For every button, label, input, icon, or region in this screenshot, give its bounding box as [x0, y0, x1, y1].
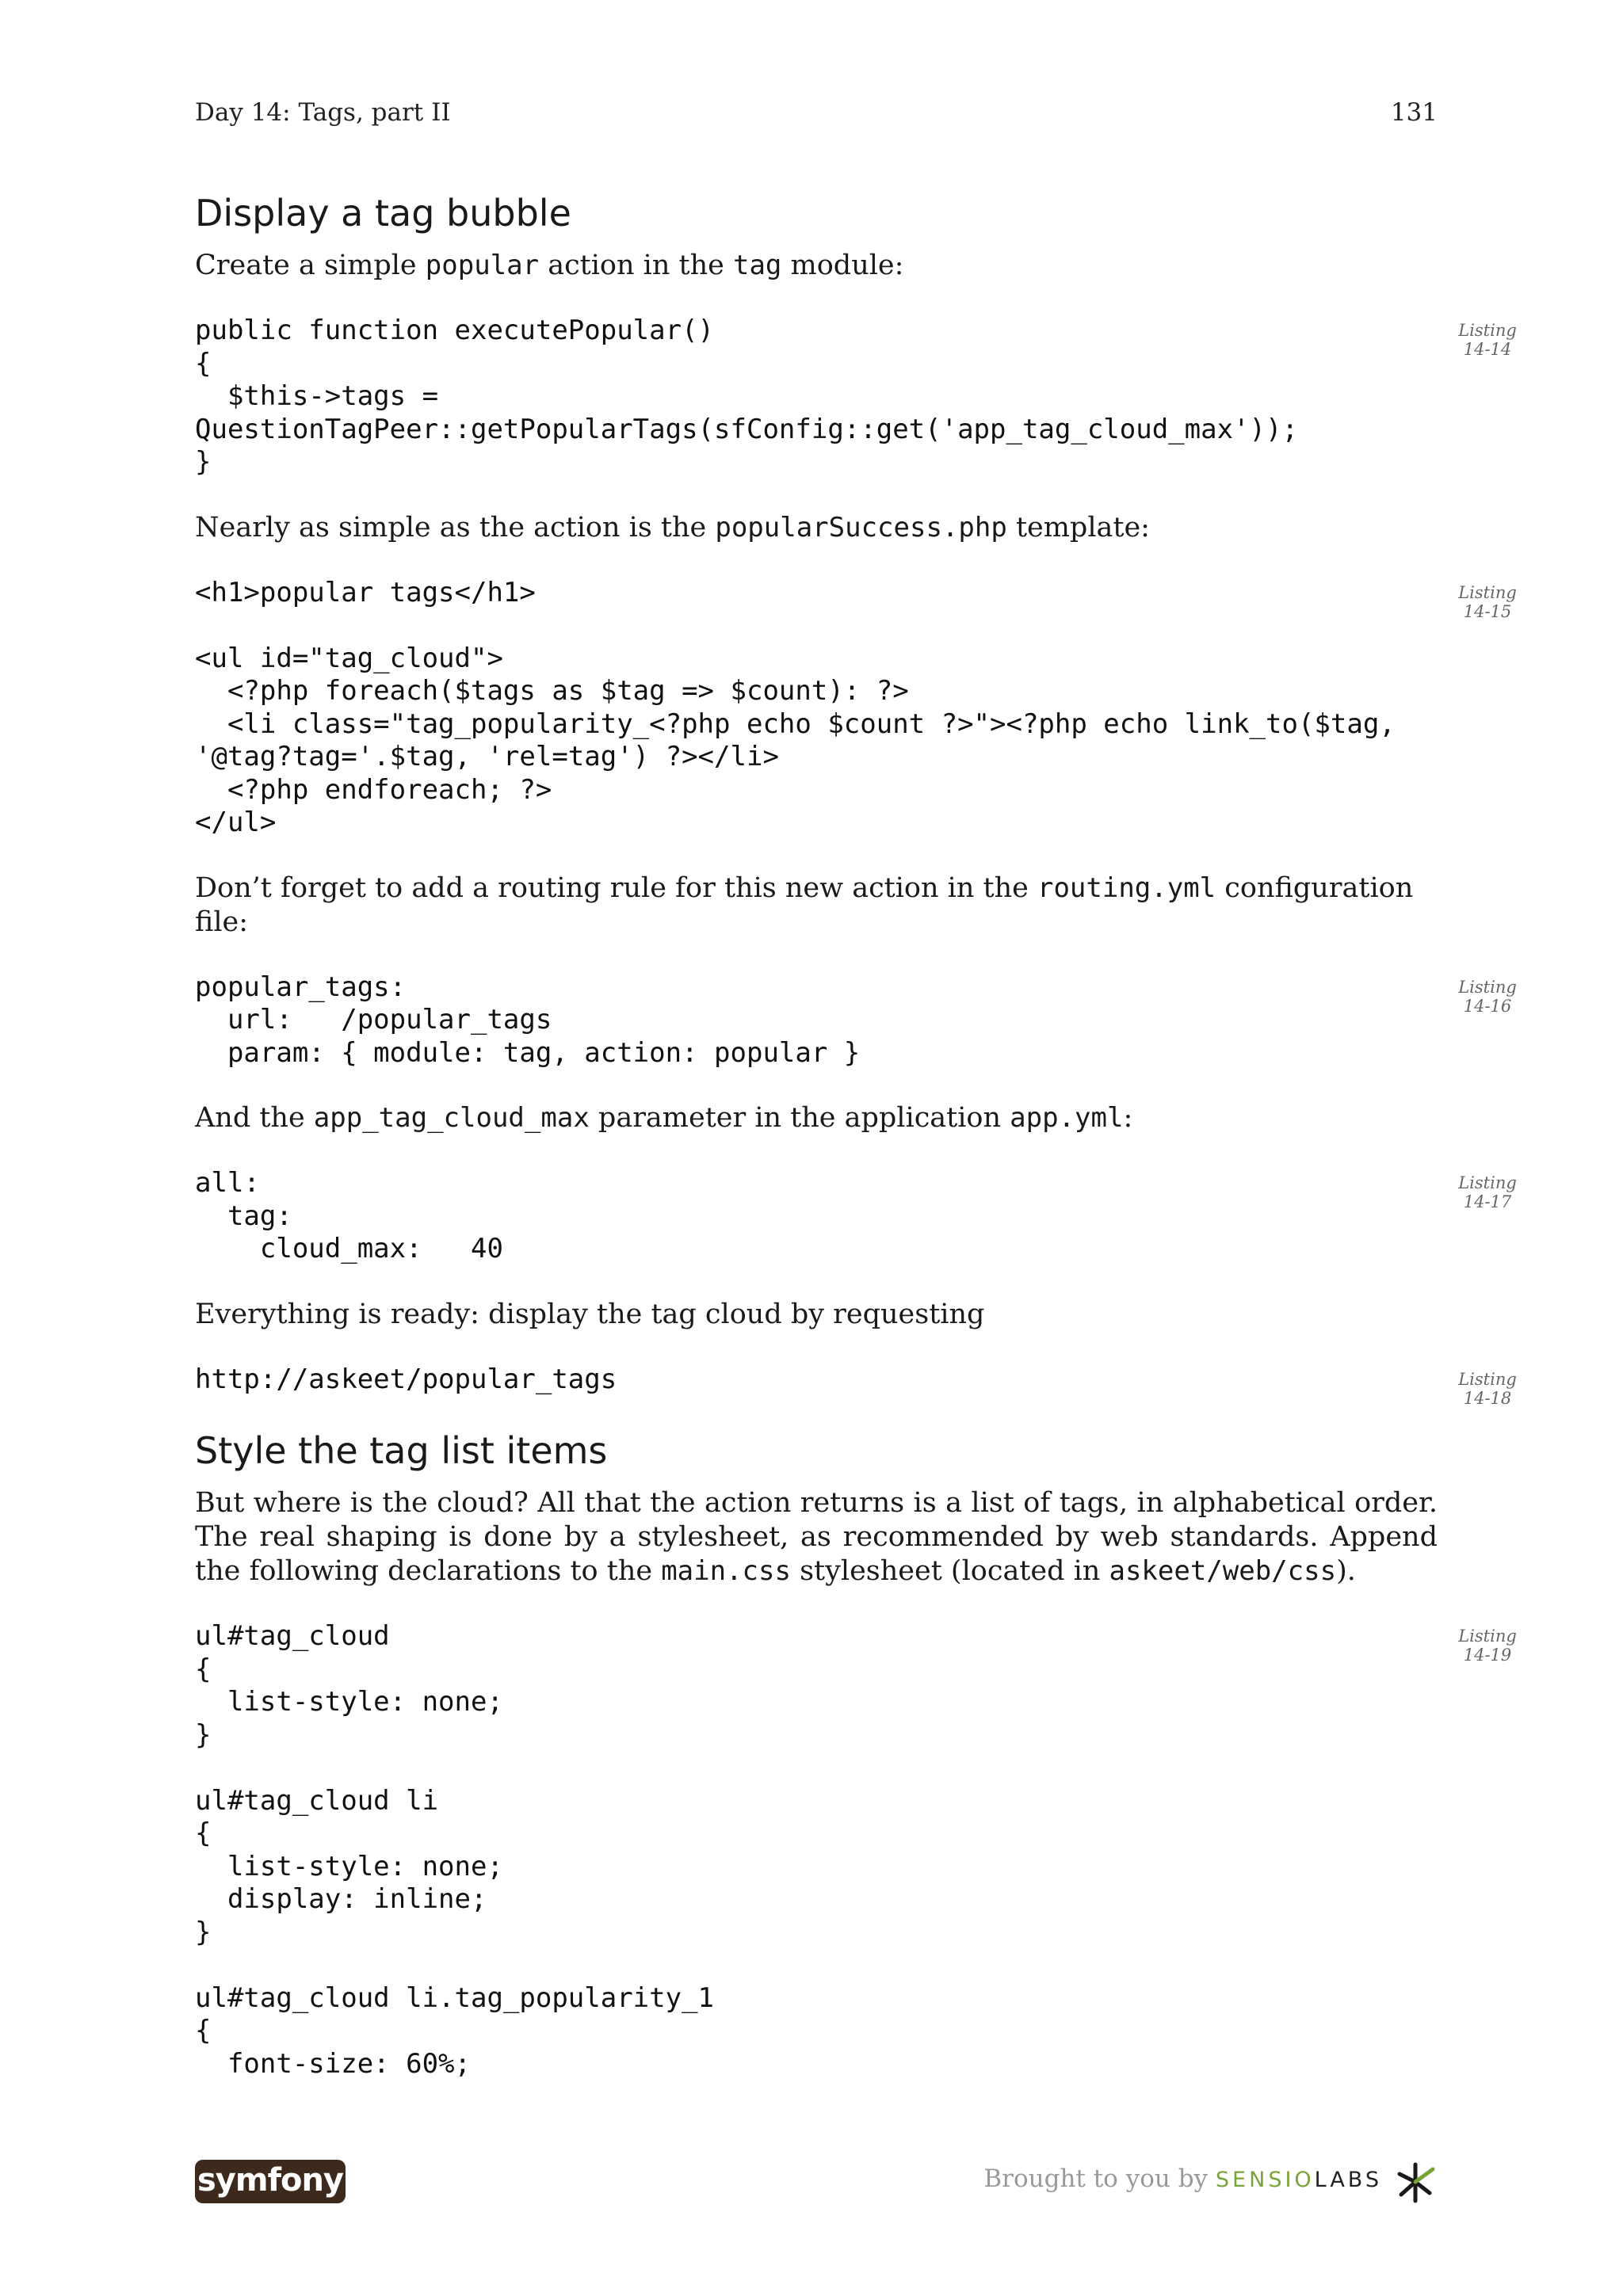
inline-code: routing.yml — [1037, 871, 1216, 904]
paragraph-create-action: Create a simple popular action in the tag module: — [195, 250, 904, 281]
code-listing-14-19 — [195, 1620, 1517, 2081]
section-heading-tag-bubble: Display a tag bubble — [195, 192, 571, 235]
section-heading-style-tags: Style the tag list items — [195, 1429, 608, 1472]
paragraph-ready: Everything is ready: display the tag cloud by requesting — [195, 1298, 985, 1330]
paragraph-stylesheet: But where is the cloud? All that the action returns is a list of tags, in alphabetical order. The real shaping is done by a stylesheet, as recommended by web standards. Append the following declarations to the main.css stylesheet (located in askeet/web/css). — [195, 1487, 1438, 1587]
listing-label: Listing 14-19 — [1458, 1627, 1517, 1665]
listing-label: Listing 14-18 — [1458, 1369, 1517, 1408]
page-number: 131 — [1390, 98, 1438, 127]
inline-code: app.yml — [1010, 1102, 1124, 1134]
inline-code: app_tag_cloud_max — [313, 1102, 590, 1134]
listing-label: Listing 14-14 — [1458, 321, 1517, 359]
code-block: popular_tags: url: /popular_tags param: { module: tag, action: popular } — [195, 971, 861, 1069]
code-block: public function executePopular() { $this->tags = QuestionTagPeer::getPopularTags(sfConfig::get('app_tag_cloud_max')); } — [195, 315, 1298, 478]
inline-code: askeet/web/css — [1109, 1555, 1337, 1587]
sensiolabs-star-icon — [1393, 2160, 1438, 2204]
paragraph-routing: Don’t forget to add a routing rule for this new action in the routing.yml configuration file: — [195, 871, 1414, 938]
listing-label: Listing 14-16 — [1458, 977, 1517, 1016]
brought-to-you-by: Brought to you by SENSIOLABS — [983, 2164, 1382, 2193]
page-header — [195, 98, 1438, 133]
code-listing-14-15 — [195, 576, 1517, 840]
inline-code: main.css — [661, 1555, 791, 1587]
listing-label: Listing 14-17 — [1458, 1173, 1517, 1211]
code-listing-14-14 — [195, 315, 1517, 479]
brand-labs: LABS — [1314, 2168, 1382, 2192]
symfony-logo: symfony — [195, 2160, 346, 2203]
code-block: all: tag: cloud_max: 40 — [195, 1167, 503, 1264]
page-content — [195, 189, 1517, 2081]
code-block: ul#tag_cloud { list-style: none; } ul#tag_cloud li { list-style: none; display: inline; } ul#tag_cloud li.tag_popularity_1 { font-size: 60%; — [195, 1620, 715, 2080]
chapter-title: Day 14: Tags, part II — [195, 98, 451, 127]
paragraph-template: Nearly as simple as the action is the popularSuccess.php template: — [195, 511, 1150, 543]
code-listing-14-16 — [195, 971, 1517, 1070]
code-block: http://askeet/popular_tags — [195, 1363, 617, 1395]
code-listing-14-17 — [195, 1167, 1517, 1266]
code-block: <h1>popular tags</h1> <ul id="tag_cloud"> <?php foreach($tags as $tag => $count): ?> <li class="tag_popularity_<?php echo $count ?>"><?php echo link_to($tag, '@tag?tag='.$tag, 'rel=tag') ?></li> <?php endforeach; ?> </ul> — [195, 576, 1396, 838]
brand-sensio: SENSIO — [1215, 2168, 1315, 2192]
paragraph-app-yml: And the app_tag_cloud_max parameter in the application app.yml: — [195, 1102, 1133, 1134]
inline-code: popular — [425, 250, 540, 281]
listing-label: Listing 14-15 — [1458, 582, 1517, 621]
code-listing-14-18 — [195, 1363, 1517, 1408]
page-footer — [195, 2160, 1438, 2207]
inline-code: popularSuccess.php — [715, 511, 1007, 543]
inline-code: tag — [732, 250, 782, 281]
